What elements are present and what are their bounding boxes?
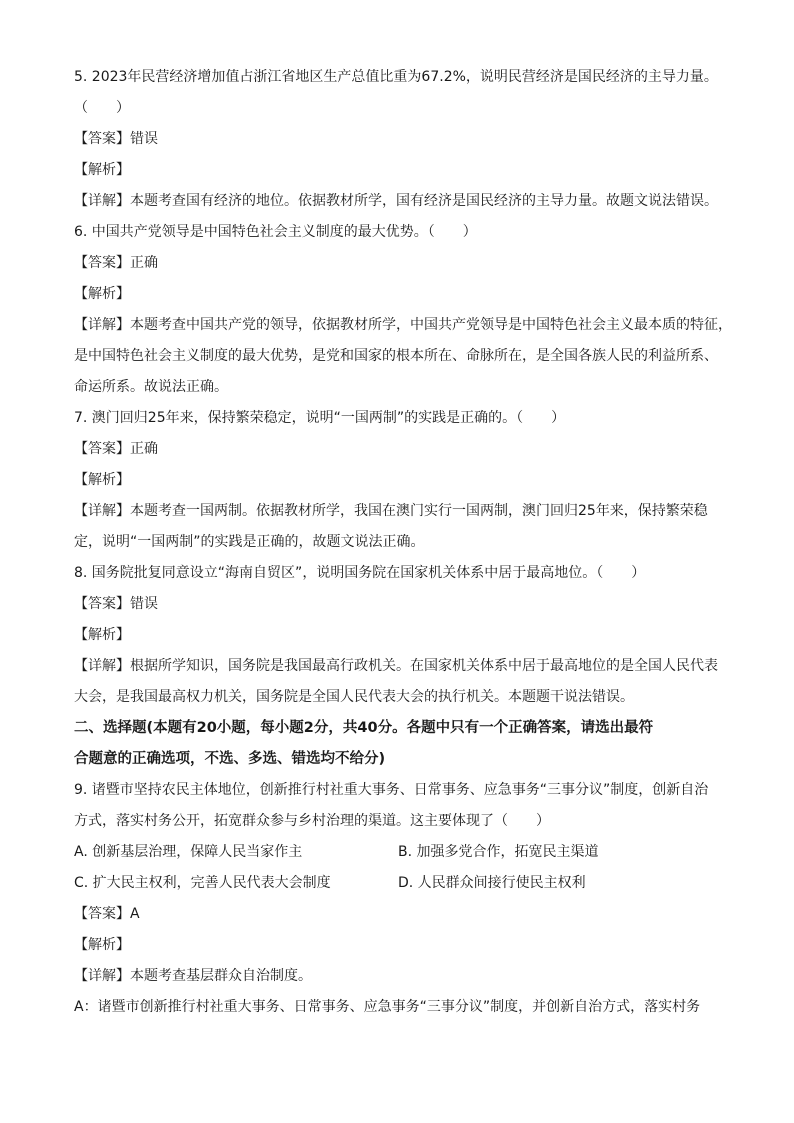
question-9-stem: 9. 诸暨市坚持农民主体地位，创新推行村社重大事务、日常事务、应急事务“三事分议”制度，创新自治	[74, 782, 709, 798]
question-6-stem: 6. 中国共产党领导是中国特色社会主义制度的最大优势。（ ）	[74, 224, 477, 240]
question-6-detail	[74, 310, 732, 341]
question-7-detail	[74, 496, 722, 527]
detail-label: 【详解】	[74, 317, 130, 333]
question-8-detail-cont: 大会，是我国最高权力机关，国务院是全国人民代表大会的执行机关。本题题干说法错误。	[74, 689, 634, 705]
question-8-answer	[74, 589, 722, 620]
answer-value: A	[130, 906, 140, 922]
answer-value: 正确	[130, 255, 158, 271]
question-7-answer	[74, 434, 722, 465]
question-5-stem: 5. 2023年民营经济增加值占浙江省地区生产总值比重为67.2%，说明民营经济是国民经济的主导力量。	[74, 69, 718, 85]
detail-text: 本题考查国有经济的地位。依据教材所学，国有经济是国民经济的主导力量。故题文说法错误。	[130, 193, 718, 209]
question-9-detail-cont: A：诸暨市创新推行村社重大事务、日常事务、应急事务“三事分议”制度，并创新自治方式，落实村务	[74, 999, 701, 1015]
detail-label: 【详解】	[74, 968, 130, 984]
answer-label: 【答案】	[74, 255, 130, 271]
question-9-options-row-2	[74, 868, 722, 899]
detail-label: 【详解】	[74, 193, 130, 209]
question-7-analysis-label: 【解析】	[74, 472, 130, 488]
answer-label: 【答案】	[74, 441, 130, 457]
answer-value: 正确	[130, 441, 158, 457]
answer-label: 【答案】	[74, 596, 130, 612]
answer-label: 【答案】	[74, 906, 130, 922]
question-6-answer	[74, 248, 722, 279]
question-6-detail-cont: 命运所系。故说法正确。	[74, 379, 228, 395]
document-page	[74, 62, 732, 1023]
question-7-stem: 7. 澳门回归25年来，保持繁荣稳定，说明“一国两制”的实践是正确的。（ ）	[74, 410, 566, 426]
question-9-options-row-1	[74, 837, 722, 868]
option-b: B. 加强多党合作，拓宽民主渠道	[398, 844, 599, 860]
section-2-title-cont: 合题意的正确选项，不选、多选、错选均不给分)	[74, 751, 386, 767]
question-8-analysis-label: 【解析】	[74, 627, 130, 643]
option-d: D. 人民群众间接行使民主权利	[398, 875, 586, 891]
question-8-stem: 8. 国务院批复同意设立“海南自贸区”，说明国务院在国家机关体系中居于最高地位。（ ）	[74, 565, 646, 581]
detail-text: 本题考查基层群众自治制度。	[130, 968, 312, 984]
answer-label: 【答案】	[74, 131, 130, 147]
question-9-answer	[74, 899, 722, 930]
question-9-stem-cont: 方式，落实村务公开，拓宽群众参与乡村治理的渠道。这主要体现了（ ）	[74, 813, 550, 829]
question-6-detail-cont: 是中国特色社会主义制度的最大优势，是党和国家的根本所在、命脉所在，是全国各族人民的利益所系、	[74, 348, 718, 364]
detail-text: 本题考查中国共产党的领导，依据教材所学，中国共产党领导是中国特色社会主义最本质的特征，	[130, 317, 732, 333]
answer-value: 错误	[130, 131, 158, 147]
detail-text: 本题考查一国两制。依据教材所学，我国在澳门实行一国两制，澳门回归25年来，保持繁荣稳	[130, 503, 708, 519]
question-8-detail	[74, 651, 722, 682]
answer-value: 错误	[130, 596, 158, 612]
detail-text: 根据所学知识，国务院是我国最高行政机关。在国家机关体系中居于最高地位的是全国人民代表	[130, 658, 718, 674]
detail-label: 【详解】	[74, 658, 130, 674]
question-6-analysis-label: 【解析】	[74, 286, 130, 302]
option-c: C. 扩大民主权利，完善人民代表大会制度	[74, 875, 331, 891]
question-5-blank: （ ）	[74, 100, 130, 116]
question-5-detail	[74, 186, 722, 217]
question-5-analysis-label: 【解析】	[74, 162, 130, 178]
question-9-detail	[74, 961, 722, 992]
question-5-answer	[74, 124, 722, 155]
detail-label: 【详解】	[74, 503, 130, 519]
section-2-title: 二、选择题(本题有20小题，每小题2分，共40分。各题中只有一个正确答案，请选出最符	[74, 720, 654, 736]
option-a: A. 创新基层治理，保障人民当家作主	[74, 844, 303, 860]
question-7-detail-cont: 定，说明“一国两制”的实践是正确的，故题文说法正确。	[74, 534, 425, 550]
question-9-analysis-label: 【解析】	[74, 937, 130, 953]
